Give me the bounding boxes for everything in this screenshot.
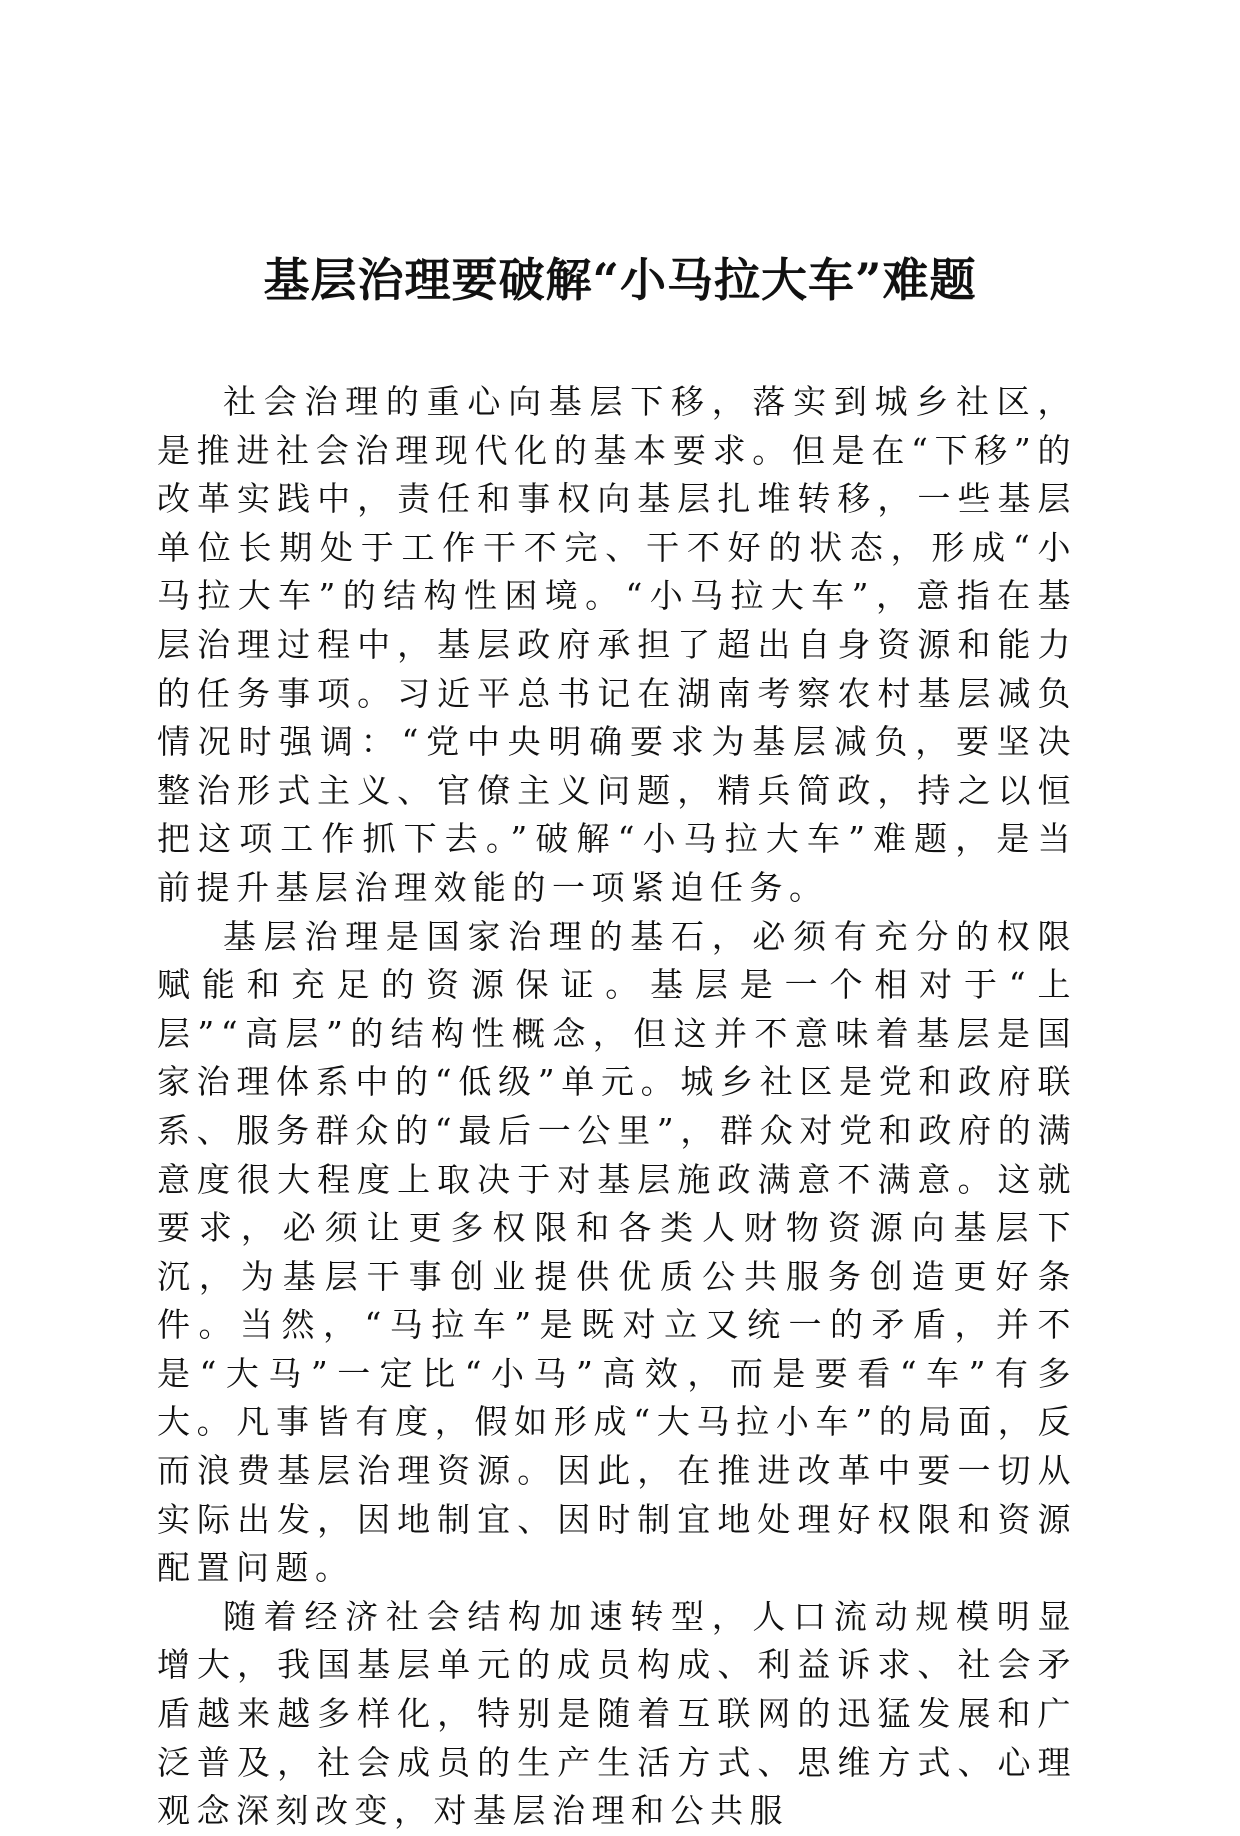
body-paragraph: 社会治理的重心向基层下移，落实到城乡社区，是推进社会治理现代化的基本要求。但是在“下移”的改革实践中，责任和事权向基层扎堆转移，一些基层单位长期处于工作干不完、干不好的状态，形成“小马拉大车”的结构性困境。“小马拉大车”，意指在基层治理过程中，基层政府承担了超出自身资源和能力的任务事项。习近平总书记在湖南考察农村基层减负情况时强调：“党中央明确要求为基层减负，要坚决整治形式主义、官僚主义问题，精兵简政，持之以恒把这项工作抓下去。”破解“小马拉大车”难题，是当前提升基层治理效能的一项紧迫任务。 — [157, 382, 1077, 907]
document-title: 基层治理要破解“小马拉大车”难题 — [263, 253, 977, 307]
body-paragraph: 基层治理是国家治理的基石，必须有充分的权限赋能和充足的资源保证。基层是一个相对于“上层”“高层”的结构性概念，但这并不意味着基层是国家治理体系中的“低级”单元。城乡社区是党和政府联系、服务群众的“最后一公里”，群众对党和政府的满意度很大程度上取决于对基层施政满意不满意。这就要求，必须让更多权限和各类人财物资源向基层下沉，为基层干事创业提供优质公共服务创造更好条件。当然，“马拉车”是既对立又统一的矛盾，并不是“大马”一定比“小马”高效，而是要看“车”有多大。凡事皆有度，假如形成“大马拉小车”的局面，反而浪费基层治理资源。因此，在推进改革中要一切从实际出发，因地制宜、因时制宜地处理好权限和资源配置问题。 — [157, 916, 1077, 1588]
document-body — [157, 378, 1077, 1836]
body-paragraph: 随着经济社会结构加速转型，人口流动规模明显增大，我国基层单元的成员构成、利益诉求、社会矛盾越来越多样化，特别是随着互联网的迅猛发展和广泛普及，社会成员的生产生活方式、思维方式、心理观念深刻改变，对基层治理和公共服 — [157, 1596, 1077, 1831]
